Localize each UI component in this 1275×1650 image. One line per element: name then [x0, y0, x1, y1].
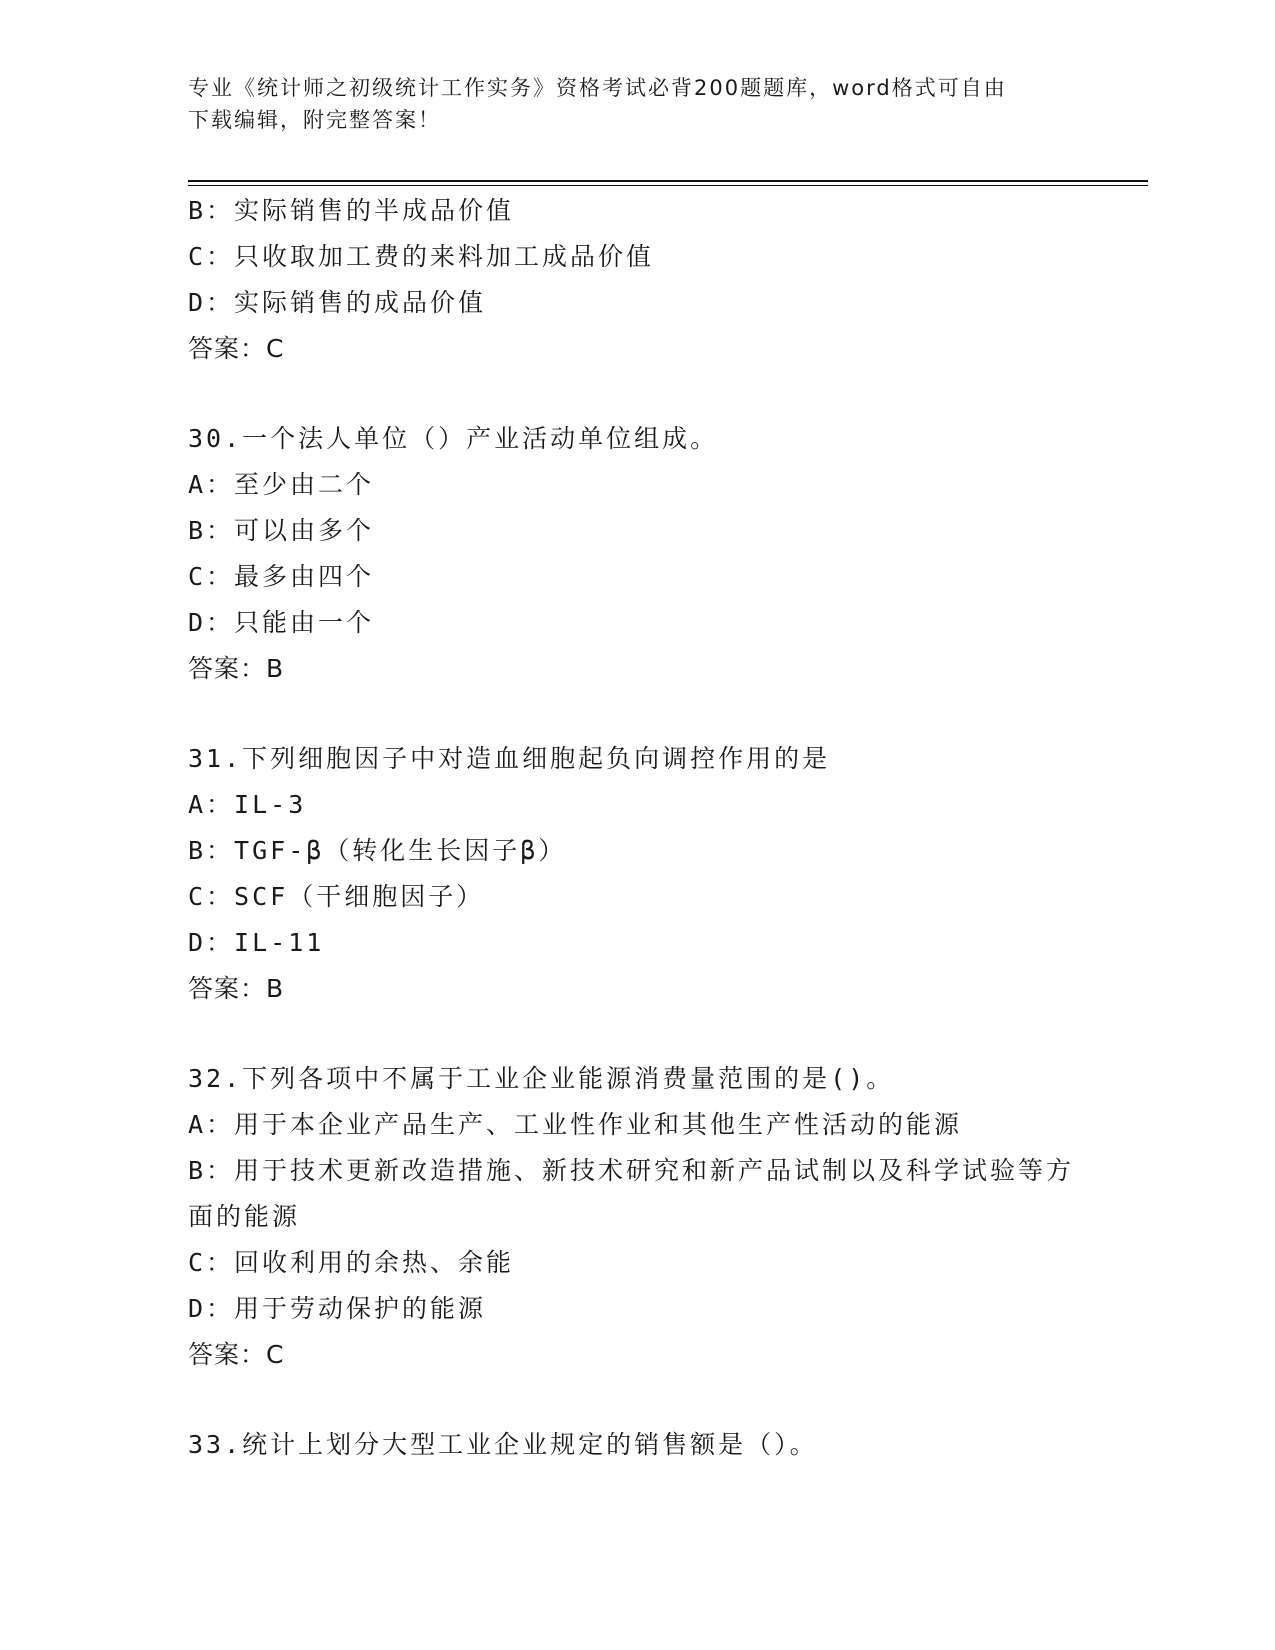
option-d: D：实际销售的成品价值 — [188, 288, 487, 317]
option-d: D：用于劳动保护的能源 — [188, 1294, 487, 1323]
question-title: 32.下列各项中不属于工业企业能源消费量范围的是()。 — [188, 1064, 895, 1093]
question-list — [188, 188, 1088, 1468]
option-b: B：可以由多个 — [188, 516, 375, 545]
option-b: B：用于技术更新改造措施、新技术研究和新产品试制以及科学试验等方面的能源 — [188, 1156, 1075, 1231]
question-block-32 — [188, 1056, 1088, 1378]
header-line-2: 下载编辑，附完整答案！ — [188, 108, 441, 132]
option-d: D：只能由一个 — [188, 608, 375, 637]
header-line-1: 专业《统计师之初级统计工作实务》资格考试必背200题题库，word格式可自由 — [188, 76, 1007, 100]
answer-line: 答案：C — [188, 1340, 285, 1369]
question-block-31 — [188, 736, 1088, 1012]
option-c: C：最多由四个 — [188, 562, 375, 591]
answer-line: 答案：C — [188, 334, 285, 363]
question-block-33 — [188, 1422, 1088, 1468]
answer-line: 答案：B — [188, 654, 285, 683]
option-c: C：只收取加工费的来料加工成品价值 — [188, 242, 655, 271]
question-title: 30.一个法人单位（）产业活动单位组成。 — [188, 424, 719, 453]
option-b: B：TGF-β（转化生长因子β） — [188, 836, 567, 865]
document-header — [188, 72, 1088, 136]
question-block-30 — [188, 416, 1088, 692]
option-d: D：IL-11 — [188, 928, 325, 957]
option-a: A：用于本企业产品生产、工业性作业和其他生产性活动的能源 — [188, 1110, 963, 1139]
option-a: A：至少由二个 — [188, 470, 375, 499]
question-title: 33.统计上划分大型工业企业规定的销售额是（）。 — [188, 1430, 818, 1459]
header-rule-top — [188, 180, 1148, 182]
header-rule-bottom — [188, 185, 1148, 186]
question-title: 31.下列细胞因子中对造血细胞起负向调控作用的是 — [188, 744, 831, 773]
option-c: C：SCF（干细胞因子） — [188, 882, 485, 911]
answer-line: 答案：B — [188, 974, 285, 1003]
option-c: C：回收利用的余热、余能 — [188, 1248, 515, 1277]
question-block-partial — [188, 188, 1088, 372]
option-b: B：实际销售的半成品价值 — [188, 196, 515, 225]
option-a: A：IL-3 — [188, 790, 307, 819]
